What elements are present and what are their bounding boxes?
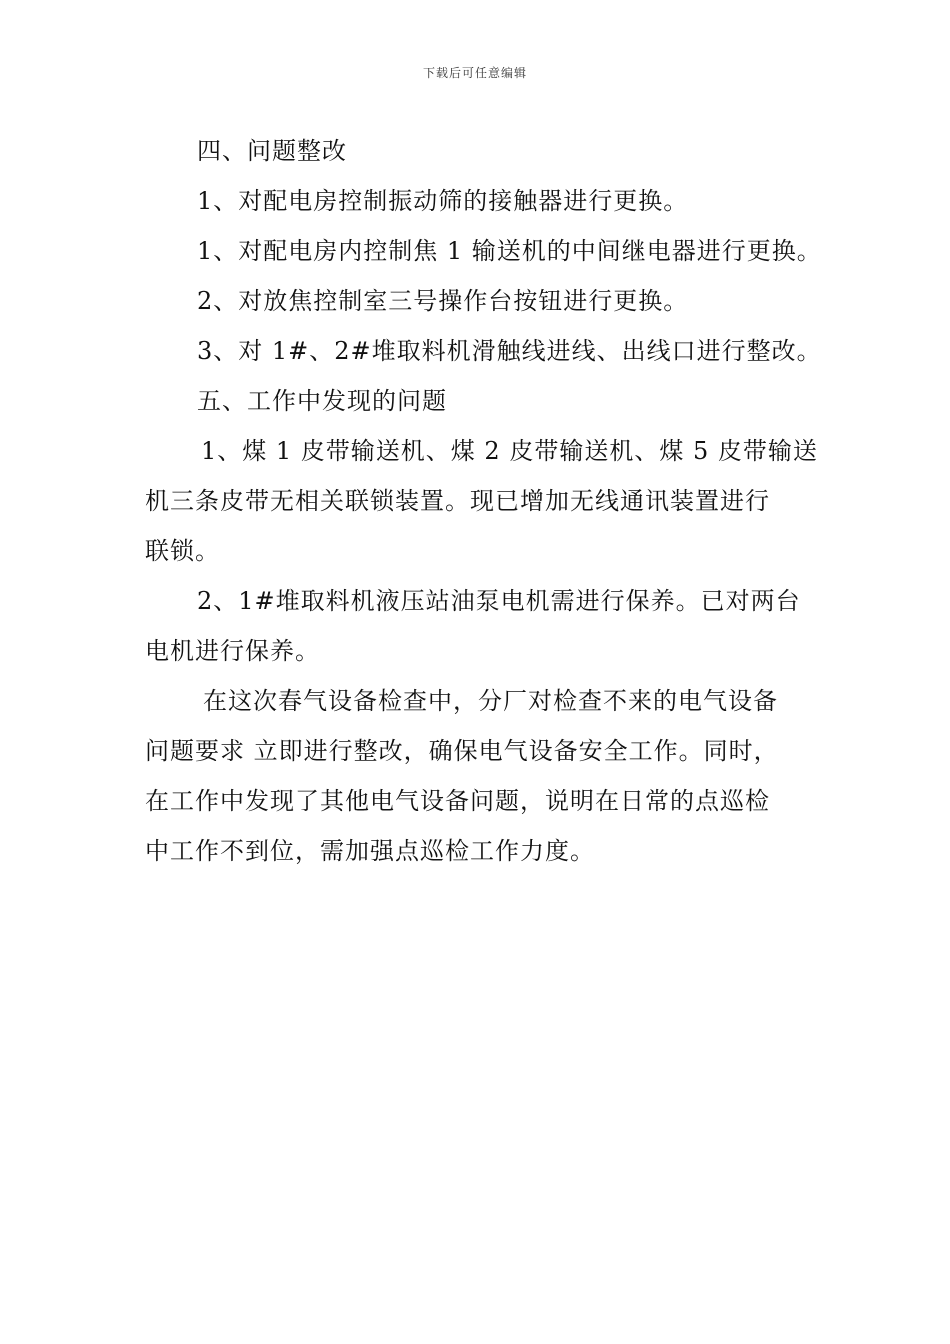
problem-item-line: 2、1#堆取料机液压站油泵电机需进行保养。已对两台 bbox=[197, 587, 801, 615]
summary-paragraph-line: 在工作中发现了其他电气设备问题，说明在日常的点巡检 bbox=[145, 787, 770, 815]
problem-item-line: 联锁。 bbox=[145, 537, 220, 565]
summary-paragraph-line: 中工作不到位，需加强点巡检工作力度。 bbox=[145, 837, 595, 865]
rectification-item: 2、对放焦控制室三号操作台按钮进行更换。 bbox=[197, 287, 689, 315]
rectification-item: 3、对 1#、2#堆取料机滑触线进线、出线口进行整改。 bbox=[197, 337, 822, 365]
rectification-item: 1、对配电房内控制焦 1 输送机的中间继电器进行更换。 bbox=[197, 237, 822, 265]
section-heading-problems-found: 五、工作中发现的问题 bbox=[197, 387, 447, 415]
summary-paragraph-line: 在这次春气设备检查中，分厂对检查不来的电气设备 bbox=[203, 687, 778, 715]
problem-item-line: 1、煤 1 皮带输送机、煤 2 皮带输送机、煤 5 皮带输送 bbox=[201, 437, 818, 465]
problem-item-line: 机三条皮带无相关联锁装置。现已增加无线通讯装置进行 bbox=[145, 487, 770, 515]
summary-paragraph-line: 问题要求 立即进行整改，确保电气设备安全工作。同时， bbox=[145, 737, 779, 765]
header-note: 下载后可任意编辑 bbox=[422, 66, 527, 80]
rectification-item: 1、对配电房控制振动筛的接触器进行更换。 bbox=[197, 187, 689, 215]
problem-item-line: 电机进行保养。 bbox=[145, 637, 320, 665]
document-body bbox=[145, 126, 822, 876]
section-heading-rectification: 四、问题整改 bbox=[197, 137, 347, 165]
